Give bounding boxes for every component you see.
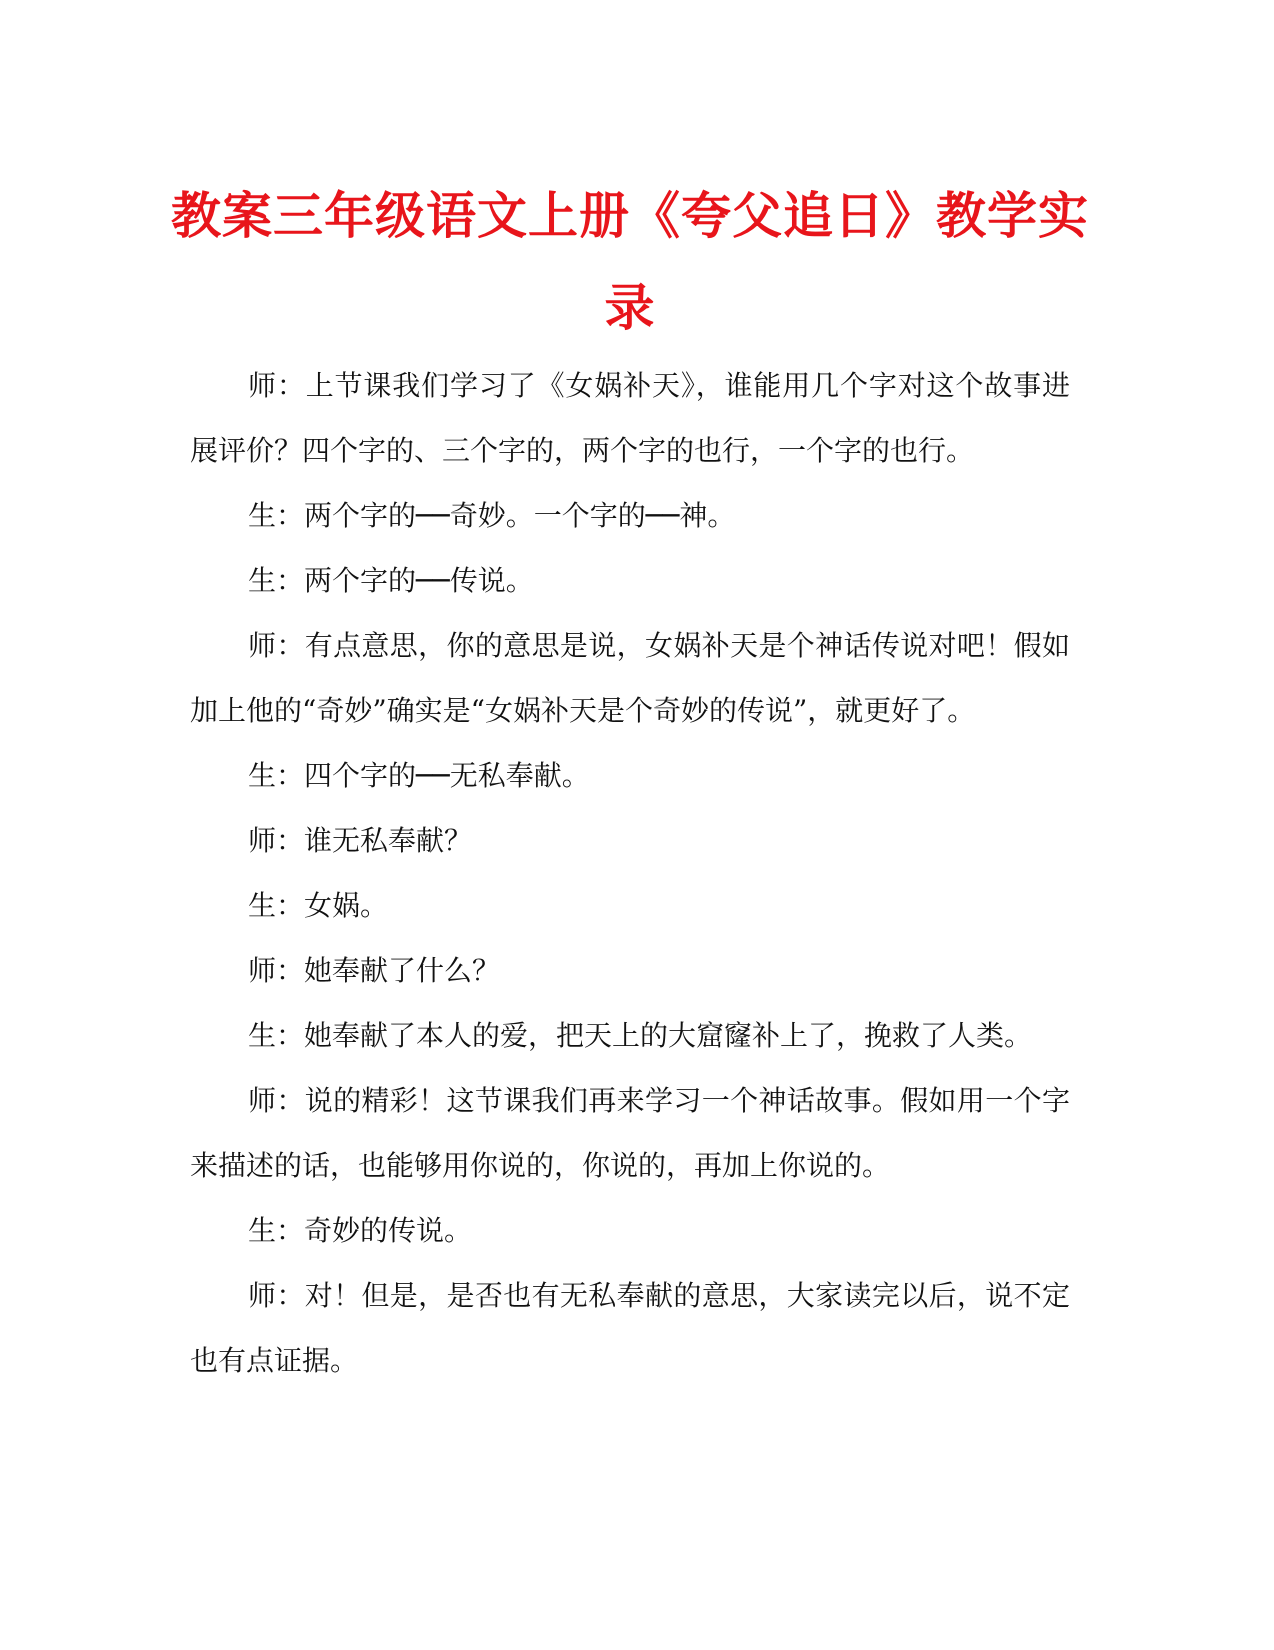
document-body (190, 353, 1070, 1393)
paragraph: 师：谁无私奉献？ (248, 824, 473, 857)
paragraph: 师：有点意思，你的意思是说，女娲补天是个神话传说对吧！假如加上他的“奇妙”确实是“女娲补天是个奇妙的传说”，就更好了。 (190, 629, 1070, 727)
paragraph: 师：她奉献了什么？ (248, 954, 501, 987)
document-title: 教案三年级语文上册《夸父追日》教学实录 (171, 187, 1089, 337)
paragraph: 生：两个字的──奇妙。一个字的──神。 (248, 499, 736, 532)
paragraph: 生：奇妙的传说。 (248, 1214, 473, 1247)
paragraph: 生：四个字的──无私奉献。 (248, 759, 590, 792)
paragraph: 生：女娲。 (248, 889, 389, 922)
paragraph: 师：对！但是，是否也有无私奉献的意思，大家读完以后，说不定也有点证据。 (190, 1279, 1070, 1377)
paragraph: 师：说的精彩！这节课我们再来学习一个神话故事。假如用一个字来描述的话，也能够用你说的，你说的，再加上你说的。 (190, 1084, 1070, 1182)
paragraph: 生：她奉献了本人的爱，把天上的大窟窿补上了，挽救了人类。 (248, 1019, 1033, 1052)
paragraph: 生：两个字的──传说。 (248, 564, 534, 597)
paragraph: 师：上节课我们学习了《女娲补天》，谁能用几个字对这个故事进展评价？四个字的、三个字的，两个字的也行，一个字的也行。 (190, 369, 1070, 467)
